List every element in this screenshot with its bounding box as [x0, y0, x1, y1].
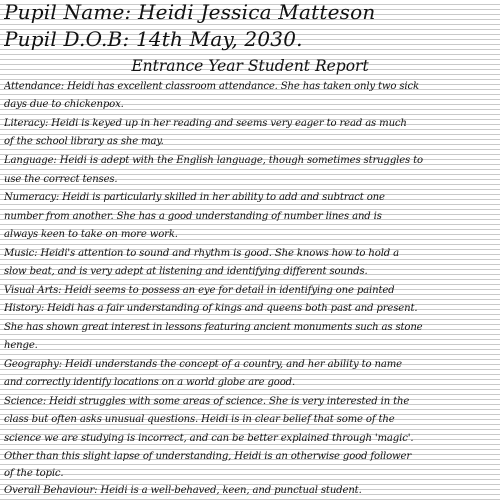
report-line: of the topic.	[4, 468, 64, 479]
report-line: Overall Behaviour: Heidi is a well-behaved, keen, and punctual student.	[4, 485, 362, 496]
report-line: use the correct tenses.	[4, 174, 118, 185]
report-line: Music: Heidi's attention to sound and rhythm is good. She knows how to hold a	[4, 248, 400, 259]
report-line: Numeracy: Heidi is particularly skilled in her ability to add and subtract one	[4, 192, 385, 203]
report-line: Science: Heidi struggles with some areas of science. She is very interested in the	[4, 396, 410, 407]
report-line: Visual Arts: Heidi seems to possess an eye for detail in identifying one painted	[4, 285, 395, 296]
report-line: days due to chickenpox.	[4, 99, 124, 110]
report-line: science we are studying is incorrect, and can be better explained through 'magic'.	[4, 433, 414, 444]
report-line: Attendance: Heidi has excellent classroom attendance. She has taken only two sick	[4, 81, 419, 92]
report-line: She has shown great interest in lessons featuring ancient monuments such as stone	[4, 322, 423, 333]
report-line: Geography: Heidi understands the concept of a country, and her ability to name	[4, 359, 402, 370]
report-line: History: Heidi has a fair understanding of kings and queens both past and present.	[4, 303, 418, 314]
pupil-name: Pupil Name: Heidi Jessica Matteson	[4, 0, 376, 24]
report-line: henge.	[4, 340, 38, 351]
report-line: and correctly identify locations on a world globe are good.	[4, 377, 296, 388]
report-line: Other than this slight lapse of understanding, Heidi is an otherwise good follower	[4, 451, 412, 462]
pupil-dob: Pupil D.O.B: 14th May, 2030.	[4, 27, 303, 51]
report-line: slow beat, and is very adept at listening and identifying different sounds.	[4, 266, 368, 277]
report-line: Literacy: Heidi is keyed up in her reading and seems very eager to read as much	[4, 118, 407, 129]
report-line: number from another. She has a good understanding of number lines and is	[4, 211, 382, 222]
report-line: class but often asks unusual questions. Heidi is in clear belief that some of the	[4, 414, 395, 425]
report-title: Entrance Year Student Report	[131, 57, 369, 75]
report-line: Language: Heidi is adept with the English language, though sometimes struggles to	[4, 155, 423, 166]
report-line: always keen to take on more work.	[4, 229, 178, 240]
report-line: of the school library as she may.	[4, 136, 164, 147]
